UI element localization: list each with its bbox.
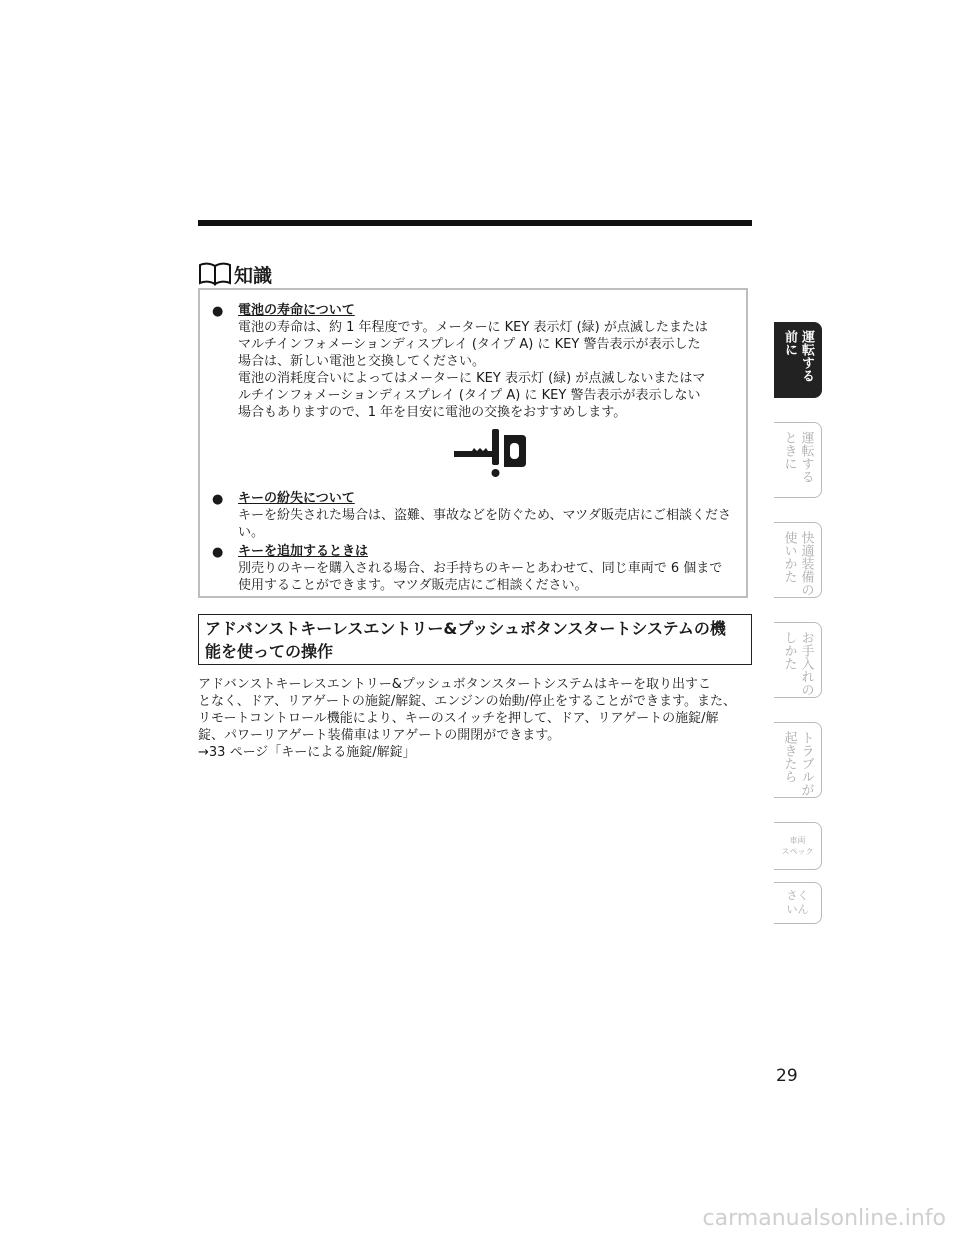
cross-reference-link[interactable]: →33 ページ「キーによる施錠/解錠」 (198, 745, 416, 760)
tab-label: しかた (781, 631, 797, 670)
tab-label: いん (786, 903, 809, 916)
open-book-icon (198, 261, 232, 287)
page-number: 29 (776, 1066, 798, 1086)
section-body (198, 676, 758, 761)
watermark: carmanualsonline.info (702, 1206, 946, 1231)
tab-maintenance[interactable] (774, 622, 822, 698)
bullet-icon: ● (212, 304, 224, 319)
item-line: キーを紛失された場合は、盗難、事故などを防ぐため、マツダ販売店にご相談くださ (238, 508, 731, 523)
tab-label: ときに (781, 431, 797, 470)
tab-while-driving[interactable] (774, 422, 822, 498)
body-line: 錠、パワーリアゲート装備車はリアゲートの開閉ができます。 (198, 728, 561, 743)
tab-label: 運転する (798, 431, 814, 483)
knowledge-item-lost-key (212, 490, 742, 541)
bullet-icon: ● (212, 545, 224, 560)
knowledge-title: 知識 (234, 264, 273, 287)
item-line: ルチインフォメーションディスプレイ (タイプ A) に KEY 警告表示が表示しない (238, 388, 701, 403)
knowledge-box (198, 288, 748, 598)
tab-index[interactable] (774, 882, 822, 924)
item-line: 場合もありますので、1 年を目安に電池の交換をおすすめします。 (238, 405, 627, 420)
body-line: となく、ドア、リアゲートの施錠/解錠、エンジンの始動/停止をすることができます。また、 (198, 694, 736, 709)
tab-before-driving[interactable] (774, 322, 822, 398)
item-heading: 電池の寿命について (238, 303, 355, 318)
tab-label: さく (786, 889, 809, 902)
tab-label: お手入れの (798, 631, 814, 696)
body-line: リモートコントロール機能により、キーのスイッチを押して、ドア、リアゲートの施錠/解 (198, 711, 719, 726)
knowledge-item-battery (212, 302, 742, 421)
section-title (198, 614, 752, 665)
top-rule (198, 220, 752, 226)
tab-label: 運転する (799, 330, 814, 382)
knowledge-header (198, 260, 272, 288)
tab-label: トラブルが (798, 731, 814, 796)
item-heading: キーの紛失について (238, 491, 355, 506)
tab-comfort-features[interactable] (774, 522, 822, 598)
key-warning-illustration (452, 425, 528, 481)
knowledge-item-add-key (212, 543, 742, 594)
tab-vehicle-specs[interactable] (774, 822, 822, 870)
item-line: 別売りのキーを購入される場合、お手持ちのキーとあわせて、同じ車両で 6 個まで (238, 561, 723, 576)
item-heading: キーを追加するときは (238, 544, 369, 559)
section-title-line: 能を使っての操作 (205, 642, 334, 661)
item-line: 電池の消耗度合いによってはメーターに KEY 表示灯 (緑) が点滅しないまたはマ (238, 371, 706, 386)
tab-label: 起きたら (781, 731, 797, 783)
item-line: い。 (238, 525, 265, 540)
item-line: 場合は、新しい電池と交換してください。 (238, 354, 486, 369)
tab-label: 使いかた (781, 531, 797, 583)
item-line: 電池の寿命は、約 1 年程度です。メーターに KEY 表示灯 (緑) が点滅したまたは (238, 320, 708, 335)
section-title-line: アドバンストキーレスエントリー&プッシュボタンスタートシステムの機 (205, 619, 726, 638)
body-line: アドバンストキーレスエントリー&プッシュボタンスタートシステムはキーを取り出すこ (198, 677, 711, 692)
item-line: マルチインフォメーションディスプレイ (タイプ A) に KEY 警告表示が表示した (238, 337, 701, 352)
tab-label: 快適装備の (798, 531, 814, 596)
tab-label: 車両 (789, 836, 806, 845)
bullet-icon: ● (212, 492, 224, 507)
tab-label: スペック (781, 847, 814, 856)
item-line: 使用することができます。マツダ販売店にご相談ください。 (238, 578, 588, 593)
tab-troubleshooting[interactable] (774, 722, 822, 798)
tab-label: 前に (782, 330, 797, 356)
